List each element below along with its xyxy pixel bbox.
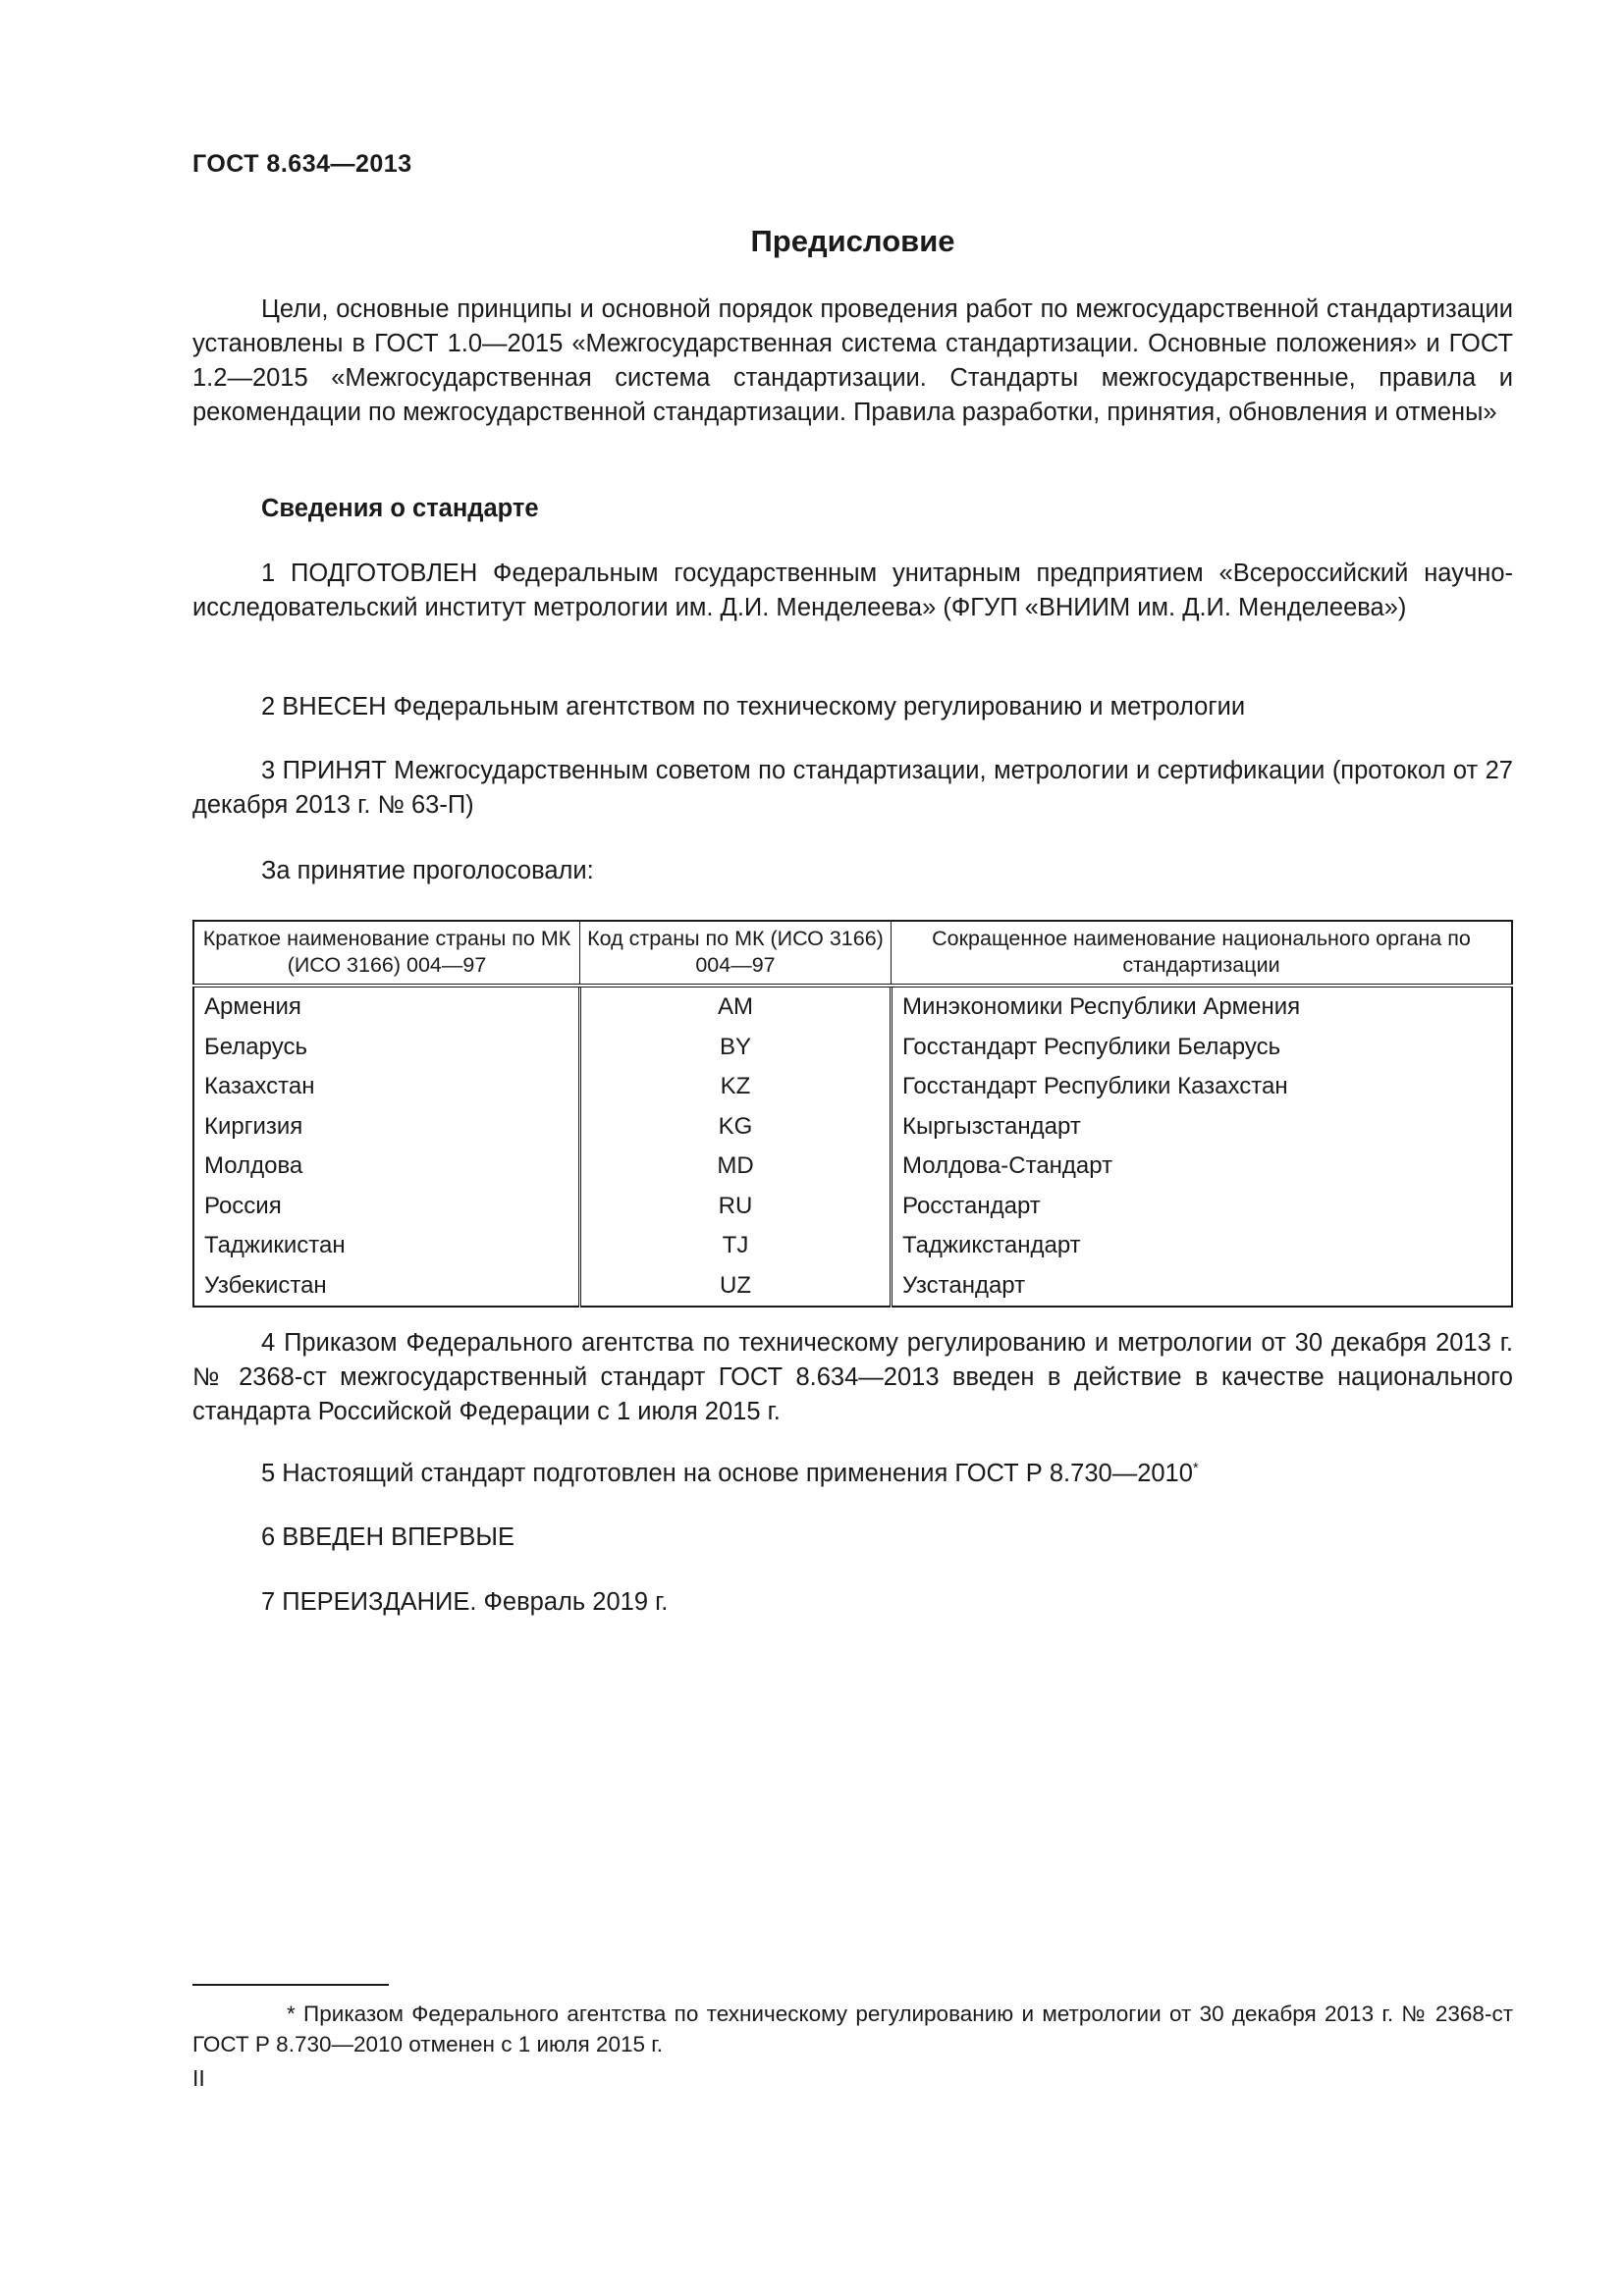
item-3-paragraph: 3 ПРИНЯТ Межгосударственным советом по стандартизации, метрологии и сертификации (протокол от 27 декабря 2013 г. № 63-П) (192, 757, 1513, 819)
standards-body: Минэкономики Республики Армения (902, 993, 1301, 1021)
document-page (192, 0, 1513, 2296)
table-row (193, 1226, 1512, 1266)
standard-info-heading: Сведения о стандарте (261, 495, 539, 522)
footnote-text (192, 1999, 1513, 2059)
country-code: TJ (580, 1226, 892, 1266)
table-row (193, 1266, 1512, 1308)
country-name: Армения (193, 986, 580, 1028)
standards-body: Молдова-Стандарт (902, 1152, 1113, 1180)
footnote-body: * Приказом Федерального агентства по техническому регулированию и метрологии от 30 декабря 2013 г. № 2368-ст ГОСТ Р 8.730—2010 отменен с 1 июля 2015 г. (192, 2002, 1513, 2056)
country-code: AM (580, 986, 892, 1028)
standards-body: Таджикстандарт (902, 1232, 1081, 1259)
header-country-code: Код страны по МК (ИСО 3166) 004—97 (580, 921, 892, 986)
page-title: Предисловие (750, 224, 955, 258)
item-7-paragraph: 7 ПЕРЕИЗДАНИЕ. Февраль 2019 г. (261, 1588, 669, 1616)
table-header-row (193, 921, 1512, 986)
country-code: KZ (580, 1067, 892, 1107)
country-name: Россия (193, 1187, 580, 1227)
standards-body: Кыргызстандарт (902, 1112, 1081, 1140)
item-5-paragraph (192, 1457, 1513, 1491)
footnote-mark: * (1192, 1460, 1199, 1476)
standards-body: Росстандарт (902, 1192, 1041, 1219)
table-row (193, 1147, 1512, 1187)
vote-intro: За принятие проголосовали: (261, 857, 594, 884)
country-name: Молдова (193, 1147, 580, 1187)
country-code: MD (580, 1147, 892, 1187)
country-code: RU (580, 1187, 892, 1227)
header-country-name: Краткое наименование страны по МК (ИСО 3166) 004—97 (193, 921, 580, 986)
country-name: Казахстан (193, 1067, 580, 1107)
item-5-text: 5 Настоящий стандарт подготовлен на основе применения ГОСТ Р 8.730—2010 (261, 1460, 1193, 1487)
table-row (193, 986, 1512, 1028)
document-header: ГОСТ 8.634—2013 (192, 150, 412, 178)
table-row (193, 1187, 1512, 1227)
table-row (193, 1107, 1512, 1148)
country-name: Киргизия (193, 1107, 580, 1148)
item-6-paragraph: 6 ВВЕДЕН ВПЕРВЫЕ (261, 1523, 515, 1551)
country-name: Таджикистан (193, 1226, 580, 1266)
country-code: BY (580, 1028, 892, 1068)
country-code: KG (580, 1107, 892, 1148)
intro-paragraph: Цели, основные принципы и основной порядок проведения работ по межгосударственной стандартизации установлены в ГОСТ 1.0—2015 «Межгосударственная система стандартизации. Основные положения» и ГОСТ 1.2—2015 «Межгосударственная система стандартизации. Стандарты межгосударственные, правила и рекомендации по межгосударственной стандартизации. Правила разработки, принятия, обновления и отмены» (192, 295, 1513, 426)
header-standards-body: Сокращенное наименование национального органа по стандартизации (892, 921, 1513, 986)
table-row (193, 1067, 1512, 1107)
page-number: II (192, 2065, 205, 2091)
voting-countries-table (192, 920, 1513, 1308)
item-2-paragraph: 2 ВНЕСЕН Федеральным агентством по техническому регулированию и метрологии (261, 693, 1246, 721)
standards-body: Госстандарт Республики Беларусь (902, 1033, 1281, 1060)
standards-body: Узстандарт (902, 1271, 1026, 1299)
country-name: Беларусь (193, 1028, 580, 1068)
country-name: Узбекистан (193, 1266, 580, 1308)
table-row (193, 1028, 1512, 1068)
country-code: UZ (580, 1266, 892, 1308)
item-4-paragraph: 4 Приказом Федерального агентства по техническому регулированию и метрологии от 30 декабря 2013 г. № 2368-ст межгосударственный стандарт ГОСТ 8.634—2013 введен в действие в качестве национального стандарта Российской Федерации с 1 июля 2015 г. (192, 1329, 1513, 1425)
item-1-paragraph: 1 ПОДГОТОВЛЕН Федеральным государственным унитарным предприятием «Всероссийский научно-исследовательский институт метрологии им. Д.И. Менделеева» (ФГУП «ВНИИМ им. Д.И. Менделеева») (192, 560, 1513, 621)
standards-body: Госстандарт Республики Казахстан (902, 1073, 1288, 1100)
footnote-divider (192, 1984, 389, 1986)
